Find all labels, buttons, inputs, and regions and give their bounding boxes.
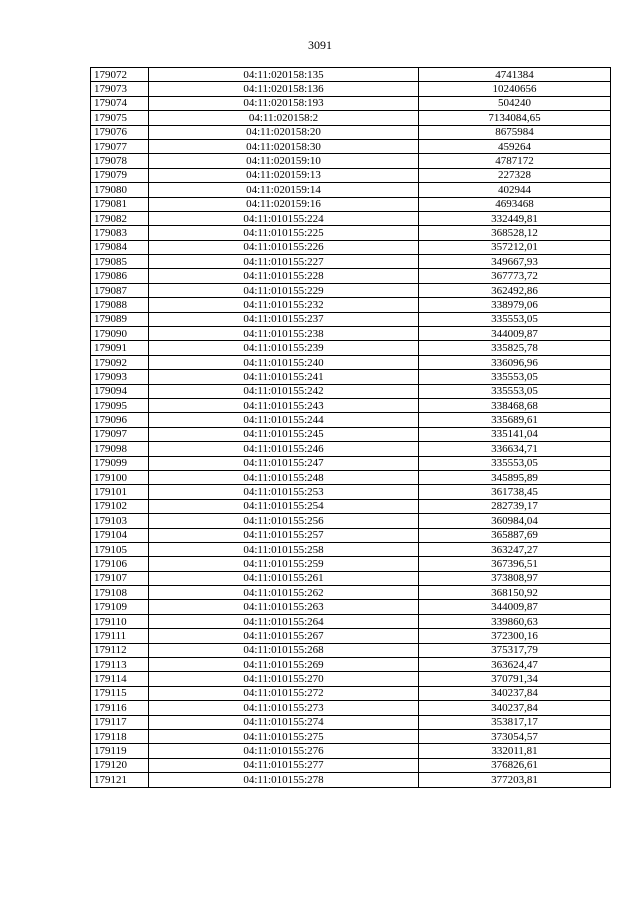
value-cell: 340237,84 <box>419 701 611 715</box>
value-cell: 4693468 <box>419 197 611 211</box>
cadastral-number-cell: 04:11:010155:242 <box>149 384 419 398</box>
cadastral-number-cell: 04:11:010155:245 <box>149 427 419 441</box>
value-cell: 363624,47 <box>419 658 611 672</box>
table-row <box>91 125 611 139</box>
table-body <box>91 68 611 788</box>
row-number-cell: 179085 <box>91 255 149 269</box>
row-number-cell: 179118 <box>91 729 149 743</box>
row-number-cell: 179076 <box>91 125 149 139</box>
table-row <box>91 298 611 312</box>
value-cell: 375317,79 <box>419 643 611 657</box>
table-row <box>91 327 611 341</box>
value-cell: 336096,96 <box>419 355 611 369</box>
value-cell: 227328 <box>419 168 611 182</box>
cadastral-number-cell: 04:11:010155:239 <box>149 341 419 355</box>
cadastral-number-cell: 04:11:010155:262 <box>149 586 419 600</box>
cadastral-number-cell: 04:11:020159:13 <box>149 168 419 182</box>
value-cell: 368528,12 <box>419 226 611 240</box>
table-row <box>91 168 611 182</box>
table-row <box>91 744 611 758</box>
table-row <box>91 427 611 441</box>
cadastral-number-cell: 04:11:010155:269 <box>149 658 419 672</box>
table-row <box>91 571 611 585</box>
table-row <box>91 413 611 427</box>
value-cell: 349667,93 <box>419 255 611 269</box>
cadastral-number-cell: 04:11:010155:238 <box>149 327 419 341</box>
cadastral-number-cell: 04:11:010155:274 <box>149 715 419 729</box>
row-number-cell: 179095 <box>91 398 149 412</box>
cadastral-number-cell: 04:11:010155:243 <box>149 398 419 412</box>
table-row <box>91 614 611 628</box>
table-row <box>91 68 611 82</box>
value-cell: 332011,81 <box>419 744 611 758</box>
cadastral-number-cell: 04:11:020159:16 <box>149 197 419 211</box>
table-row <box>91 96 611 110</box>
table-row <box>91 600 611 614</box>
row-number-cell: 179120 <box>91 758 149 772</box>
cadastral-number-cell: 04:11:010155:228 <box>149 269 419 283</box>
row-number-cell: 179102 <box>91 499 149 513</box>
table-row <box>91 283 611 297</box>
table-row <box>91 312 611 326</box>
row-number-cell: 179111 <box>91 629 149 643</box>
cadastral-number-cell: 04:11:020158:2 <box>149 111 419 125</box>
cadastral-number-cell: 04:11:010155:227 <box>149 255 419 269</box>
row-number-cell: 179077 <box>91 139 149 153</box>
row-number-cell: 179099 <box>91 456 149 470</box>
cadastral-number-cell: 04:11:010155:244 <box>149 413 419 427</box>
cadastral-number-cell: 04:11:010155:258 <box>149 542 419 556</box>
cadastral-number-cell: 04:11:010155:247 <box>149 456 419 470</box>
row-number-cell: 179100 <box>91 470 149 484</box>
row-number-cell: 179121 <box>91 773 149 787</box>
row-number-cell: 179103 <box>91 514 149 528</box>
value-cell: 372300,16 <box>419 629 611 643</box>
row-number-cell: 179098 <box>91 442 149 456</box>
table-row <box>91 686 611 700</box>
value-cell: 504240 <box>419 96 611 110</box>
cadastral-number-cell: 04:11:010155:248 <box>149 470 419 484</box>
row-number-cell: 179079 <box>91 168 149 182</box>
row-number-cell: 179096 <box>91 413 149 427</box>
cadastral-number-cell: 04:11:010155:259 <box>149 557 419 571</box>
row-number-cell: 179087 <box>91 283 149 297</box>
row-number-cell: 179105 <box>91 542 149 556</box>
row-number-cell: 179104 <box>91 528 149 542</box>
row-number-cell: 179119 <box>91 744 149 758</box>
cadastral-number-cell: 04:11:010155:229 <box>149 283 419 297</box>
value-cell: 344009,87 <box>419 600 611 614</box>
value-cell: 363247,27 <box>419 542 611 556</box>
cadastral-number-cell: 04:11:010155:241 <box>149 370 419 384</box>
row-number-cell: 179089 <box>91 312 149 326</box>
value-cell: 345895,89 <box>419 470 611 484</box>
cadastral-number-cell: 04:11:010155:261 <box>149 571 419 585</box>
row-number-cell: 179114 <box>91 672 149 686</box>
cadastral-number-cell: 04:11:010155:240 <box>149 355 419 369</box>
table-row <box>91 470 611 484</box>
value-cell: 361738,45 <box>419 485 611 499</box>
cadastral-number-cell: 04:11:020159:14 <box>149 183 419 197</box>
table-row <box>91 269 611 283</box>
cadastral-number-cell: 04:11:010155:270 <box>149 672 419 686</box>
cadastral-number-cell: 04:11:020158:30 <box>149 139 419 153</box>
table-row <box>91 557 611 571</box>
table-row <box>91 485 611 499</box>
cadastral-number-cell: 04:11:010155:237 <box>149 312 419 326</box>
value-cell: 338979,06 <box>419 298 611 312</box>
table-row <box>91 758 611 772</box>
table-row <box>91 542 611 556</box>
cadastral-number-cell: 04:11:010155:263 <box>149 600 419 614</box>
cadastral-number-cell: 04:11:010155:257 <box>149 528 419 542</box>
value-cell: 4741384 <box>419 68 611 82</box>
value-cell: 335553,05 <box>419 456 611 470</box>
page-number: 3091 <box>308 38 332 52</box>
cadastral-number-cell: 04:11:010155:273 <box>149 701 419 715</box>
cadastral-number-cell: 04:11:010155:224 <box>149 211 419 225</box>
cadastral-number-cell: 04:11:010155:278 <box>149 773 419 787</box>
table-row <box>91 255 611 269</box>
cadastral-number-cell: 04:11:010155:253 <box>149 485 419 499</box>
row-number-cell: 179106 <box>91 557 149 571</box>
value-cell: 370791,34 <box>419 672 611 686</box>
row-number-cell: 179110 <box>91 614 149 628</box>
value-cell: 360984,04 <box>419 514 611 528</box>
row-number-cell: 179109 <box>91 600 149 614</box>
row-number-cell: 179078 <box>91 154 149 168</box>
row-number-cell: 179108 <box>91 586 149 600</box>
value-cell: 336634,71 <box>419 442 611 456</box>
value-cell: 335553,05 <box>419 384 611 398</box>
row-number-cell: 179117 <box>91 715 149 729</box>
cadastral-number-cell: 04:11:010155:272 <box>149 686 419 700</box>
row-number-cell: 179094 <box>91 384 149 398</box>
table-row <box>91 111 611 125</box>
row-number-cell: 179097 <box>91 427 149 441</box>
row-number-cell: 179086 <box>91 269 149 283</box>
table-row <box>91 672 611 686</box>
value-cell: 335689,61 <box>419 413 611 427</box>
row-number-cell: 179081 <box>91 197 149 211</box>
cadastral-number-cell: 04:11:020158:193 <box>149 96 419 110</box>
value-cell: 365887,69 <box>419 528 611 542</box>
value-cell: 368150,92 <box>419 586 611 600</box>
value-cell: 335553,05 <box>419 370 611 384</box>
cadastral-number-cell: 04:11:010155:225 <box>149 226 419 240</box>
row-number-cell: 179072 <box>91 68 149 82</box>
value-cell: 357212,01 <box>419 240 611 254</box>
table-row <box>91 528 611 542</box>
value-cell: 459264 <box>419 139 611 153</box>
row-number-cell: 179101 <box>91 485 149 499</box>
table-row <box>91 629 611 643</box>
row-number-cell: 179092 <box>91 355 149 369</box>
cadastral-number-cell: 04:11:020159:10 <box>149 154 419 168</box>
row-number-cell: 179113 <box>91 658 149 672</box>
value-cell: 376826,61 <box>419 758 611 772</box>
row-number-cell: 179074 <box>91 96 149 110</box>
table-row <box>91 456 611 470</box>
table-row <box>91 183 611 197</box>
value-cell: 4787172 <box>419 154 611 168</box>
row-number-cell: 179091 <box>91 341 149 355</box>
row-number-cell: 179080 <box>91 183 149 197</box>
cadastral-number-cell: 04:11:010155:268 <box>149 643 419 657</box>
table-row <box>91 586 611 600</box>
row-number-cell: 179115 <box>91 686 149 700</box>
table-row <box>91 139 611 153</box>
row-number-cell: 179088 <box>91 298 149 312</box>
value-cell: 332449,81 <box>419 211 611 225</box>
table-row <box>91 82 611 96</box>
table-row <box>91 341 611 355</box>
table-row <box>91 398 611 412</box>
value-cell: 344009,87 <box>419 327 611 341</box>
cadastral-number-cell: 04:11:010155:264 <box>149 614 419 628</box>
value-cell: 377203,81 <box>419 773 611 787</box>
cadastral-number-cell: 04:11:010155:254 <box>149 499 419 513</box>
table-row <box>91 197 611 211</box>
data-table <box>90 67 611 788</box>
value-cell: 353817,17 <box>419 715 611 729</box>
row-number-cell: 179083 <box>91 226 149 240</box>
value-cell: 367396,51 <box>419 557 611 571</box>
value-cell: 402944 <box>419 183 611 197</box>
value-cell: 8675984 <box>419 125 611 139</box>
cadastral-number-cell: 04:11:010155:256 <box>149 514 419 528</box>
cadastral-number-cell: 04:11:010155:267 <box>149 629 419 643</box>
row-number-cell: 179073 <box>91 82 149 96</box>
cadastral-number-cell: 04:11:010155:277 <box>149 758 419 772</box>
value-cell: 338468,68 <box>419 398 611 412</box>
value-cell: 335553,05 <box>419 312 611 326</box>
row-number-cell: 179107 <box>91 571 149 585</box>
value-cell: 335141,04 <box>419 427 611 441</box>
table-row <box>91 384 611 398</box>
table-row <box>91 211 611 225</box>
value-cell: 335825,78 <box>419 341 611 355</box>
table-row <box>91 658 611 672</box>
table-row <box>91 514 611 528</box>
table-row <box>91 715 611 729</box>
table-row <box>91 154 611 168</box>
cadastral-number-cell: 04:11:010155:232 <box>149 298 419 312</box>
value-cell: 373808,97 <box>419 571 611 585</box>
row-number-cell: 179116 <box>91 701 149 715</box>
table-row <box>91 701 611 715</box>
table-row <box>91 240 611 254</box>
table-row <box>91 729 611 743</box>
value-cell: 362492,86 <box>419 283 611 297</box>
row-number-cell: 179075 <box>91 111 149 125</box>
cadastral-number-cell: 04:11:010155:275 <box>149 729 419 743</box>
table-row <box>91 442 611 456</box>
row-number-cell: 179112 <box>91 643 149 657</box>
value-cell: 367773,72 <box>419 269 611 283</box>
table-row <box>91 370 611 384</box>
table-row <box>91 773 611 787</box>
value-cell: 7134084,65 <box>419 111 611 125</box>
row-number-cell: 179093 <box>91 370 149 384</box>
value-cell: 339860,63 <box>419 614 611 628</box>
cadastral-number-cell: 04:11:010155:276 <box>149 744 419 758</box>
table-row <box>91 355 611 369</box>
value-cell: 282739,17 <box>419 499 611 513</box>
cadastral-number-cell: 04:11:010155:246 <box>149 442 419 456</box>
cadastral-number-cell: 04:11:020158:20 <box>149 125 419 139</box>
cadastral-number-cell: 04:11:010155:226 <box>149 240 419 254</box>
cadastral-number-cell: 04:11:020158:135 <box>149 68 419 82</box>
cadastral-number-cell: 04:11:020158:136 <box>149 82 419 96</box>
row-number-cell: 179082 <box>91 211 149 225</box>
value-cell: 10240656 <box>419 82 611 96</box>
row-number-cell: 179084 <box>91 240 149 254</box>
row-number-cell: 179090 <box>91 327 149 341</box>
value-cell: 340237,84 <box>419 686 611 700</box>
table-row <box>91 643 611 657</box>
table-row <box>91 226 611 240</box>
table-row <box>91 499 611 513</box>
value-cell: 373054,57 <box>419 729 611 743</box>
